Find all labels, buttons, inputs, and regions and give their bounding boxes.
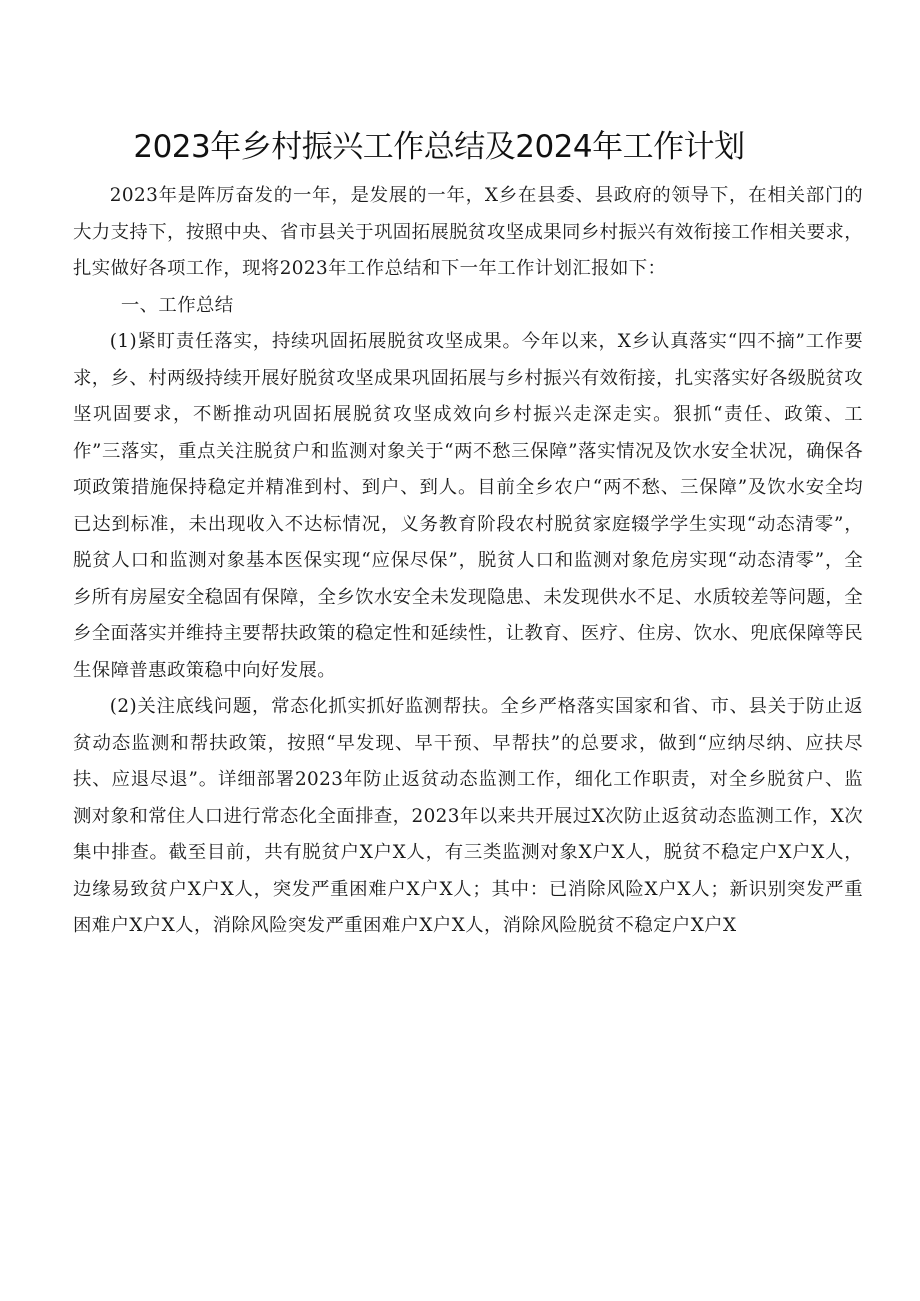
document-body	[73, 178, 863, 945]
section-heading: 一、工作总结	[120, 294, 234, 316]
intro-paragraph: 2023年是阵厉奋发的一年，是发展的一年，X乡在县委、县政府的领导下，在相关部门的大力支持下，按照中央、省市县关于巩固拓展脱贫攻坚成果同乡村振兴有效衔接工作相关要求，扎实做好各项工作，现将2023年工作总结和下一年工作计划汇报如下：	[73, 185, 863, 279]
paragraph-2: (2)关注底线问题，常态化抓实抓好监测帮扶。全乡严格落实国家和省、市、县关于防止返贫动态监测和帮扶政策，按照“早发现、早干预、早帮扶”的总要求，做到“应纳尽纳、应扶尽扶、应退尽退”。详细部署2023年防止返贫动态监测工作，细化工作职责，对全乡脱贫户、监测对象和常住人口进行常态化全面排查，2023年以来共开展过X次防止返贫动态监测工作，X次集中排查。截至目前，共有脱贫户X户X人，有三类监测对象X户X人，脱贫不稳定户X户X人，边缘易致贫户X户X人，突发严重困难户X户X人；其中：已消除风险X户X人；新识别突发严重困难户X户X人，消除风险突发严重困难户X户X人，消除风险脱贫不稳定户X户X	[73, 696, 863, 936]
paragraph-1: (1)紧盯责任落实，持续巩固拓展脱贫攻坚成果。今年以来，X乡认真落实“四不摘”工作要求，乡、村两级持续开展好脱贫攻坚成果巩固拓展与乡村振兴有效衔接，扎实落实好各级脱贫攻坚巩固要求，不断推动巩固拓展脱贫攻坚成效向乡村振兴走深走实。狠抓“责任、政策、工作”三落实，重点关注脱贫户和监测对象关于“两不愁三保障”落实情况及饮水安全状况，确保各项政策措施保持稳定并精准到村、到户、到人。目前全乡农户“两不愁、三保障”及饮水安全均已达到标准，未出现收入不达标情况，义务教育阶段农村脱贫家庭辍学学生实现“动态清零”，脱贫人口和监测对象基本医保实现“应保尽保”，脱贫人口和监测对象危房实现“动态清零”，全乡所有房屋安全稳固有保障，全乡饮水安全未发现隐患、未发现供水不足、水质较差等问题，全乡全面落实并维持主要帮扶政策的稳定性和延续性，让教育、医疗、住房、饮水、兜底保障等民生保障普惠政策稳中向好发展。	[73, 331, 863, 681]
document-title: 2023年乡村振兴工作总结及2024年工作计划	[133, 129, 745, 165]
